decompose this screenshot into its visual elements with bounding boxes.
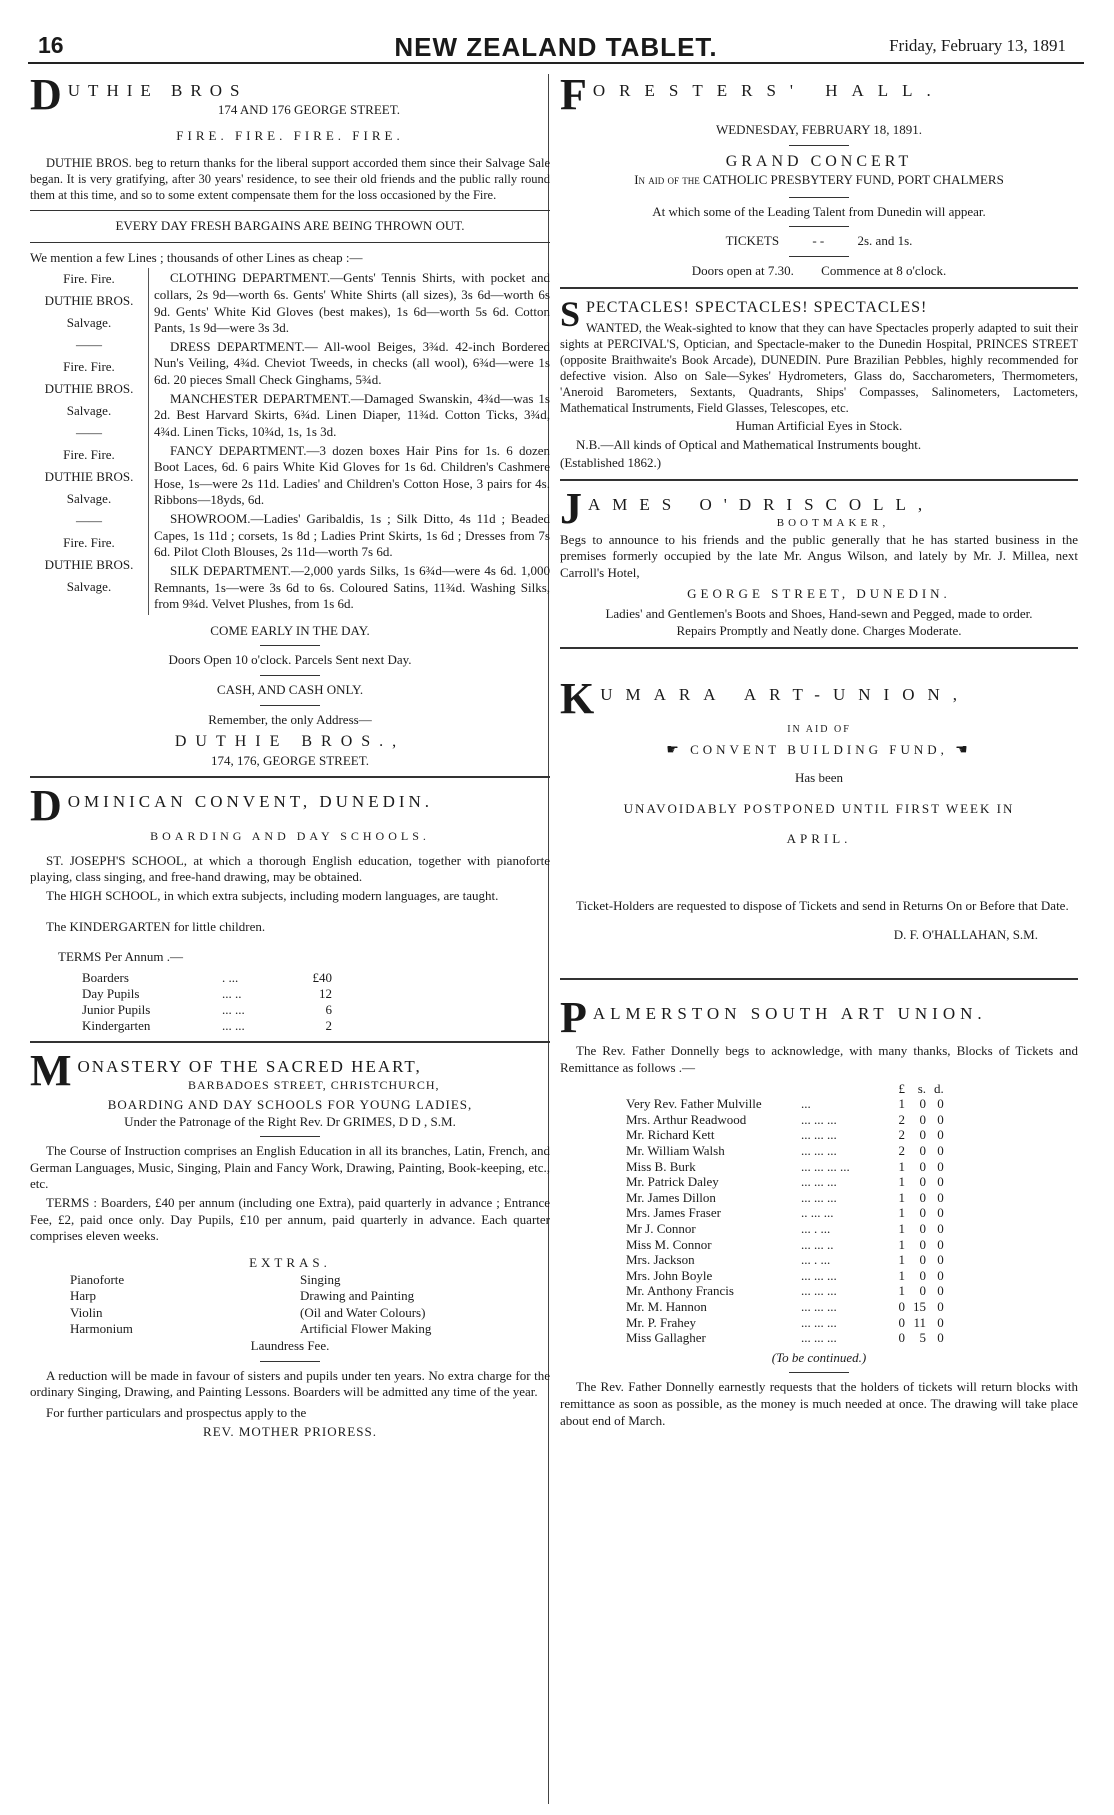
- ad-street: BARBADOES STREET, CHRISTCHURCH,: [188, 1077, 440, 1092]
- side-slogan: ——: [76, 513, 102, 529]
- laundress-fee: Laundress Fee.: [250, 1338, 330, 1354]
- dropcap: S: [560, 293, 581, 334]
- course-paragraph: The Course of Instruction comprises an English Education in all its branches, Latin, French, and German Languages, Music, Singing, Plain and Fancy Work, Drawing, Painting, Book-keeping, etc., etc.: [30, 1143, 550, 1192]
- postponed-line: UNAVOIDABLY POSTPONED UNTIL FIRST WEEK IN: [623, 800, 1015, 816]
- shillings: 0: [919, 1158, 926, 1174]
- school-paragraph: ST. JOSEPH'S SCHOOL, at which a thorough English education, together with pianoforte playing, class singing, and free-hand drawing, may be obtained.: [30, 852, 550, 885]
- donor-name: Miss Gallagher: [626, 1330, 706, 1346]
- ad-subtitle: BOARDING AND DAY SCHOOLS.: [150, 829, 430, 844]
- donor-name: Mrs. Jackson: [626, 1252, 695, 1268]
- table-row: [618, 1174, 948, 1190]
- term-dots: ... ...: [222, 1017, 245, 1033]
- donor-name: Mr J. Connor: [626, 1221, 696, 1236]
- dots: ... ... ...: [801, 1298, 837, 1314]
- table-row: [618, 1112, 948, 1128]
- table-row: [72, 1002, 342, 1018]
- donor-name: Mr. M. Hannon: [626, 1298, 707, 1314]
- term-label: Day Pupils: [82, 985, 140, 1001]
- shillings: 0: [919, 1267, 926, 1283]
- column-header: d.: [934, 1080, 944, 1096]
- page-number: 16: [38, 32, 64, 58]
- pence: 0: [937, 1283, 944, 1299]
- pointing-hand-icon: ☚: [955, 743, 972, 759]
- table-row: [618, 1252, 948, 1268]
- cash-line: CASH, AND CASH ONLY.: [216, 682, 364, 697]
- dropcap: D: [30, 70, 62, 119]
- shillings: 0: [919, 1221, 926, 1236]
- terms-paragraph: TERMS : Boarders, £40 per annum (including one Extra), paid quarterly in advance ; Entrance Fee, £2, paid once only. Day Pupils, £10 per annum, paid quarterly in advance. Each quarter comprises eleven weeks.: [30, 1195, 550, 1244]
- dots: ... ... ...: [801, 1143, 837, 1159]
- shillings: 0: [919, 1283, 926, 1299]
- table-row: [618, 1221, 948, 1237]
- nb-line: N.B.—All kinds of Optical and Mathematical Instruments bought.: [576, 436, 922, 452]
- department-entry: FANCY DEPARTMENT.—3 dozen boxes Hair Pins for 1s. 6 dozen Boot Laces, 6d. 6 pairs White Kid Gloves for 1s 6d. Children's Cashmere Hose, 1s—were 2s 11d. Ladies' and Children's Cotton Hose, 3 pairs for 4s. Ribbons—18yds, 6d.: [154, 442, 550, 508]
- term-label: Kindergarten: [82, 1017, 151, 1033]
- donor-name: Mr. P. Frahey: [626, 1314, 697, 1330]
- term-dots: ... ..: [222, 985, 242, 1001]
- street-line: GEORGE STREET, DUNEDIN.: [687, 585, 951, 601]
- side-slogan: ——: [76, 425, 102, 441]
- dominican-convent-ad: [30, 781, 550, 1033]
- shillings: 0: [919, 1236, 926, 1252]
- artificial-eyes: Human Artificial Eyes in Stock.: [735, 418, 903, 434]
- term-value: 6: [325, 1001, 332, 1017]
- dots: ... ... ...: [801, 1314, 837, 1330]
- pence: 0: [937, 1267, 944, 1283]
- table-row: [618, 1315, 948, 1331]
- dropcap: D: [30, 781, 62, 831]
- department-entry: SILK DEPARTMENT.—2,000 yards Silks, 1s 6¾d—were 4s 6d. 1,000 Remnants, 1s—were 3s 6d to 6s. Coloured Satins, 11¾d. Washing Silks, from 9¾d. Velvet Plushes, from 1s 6d.: [154, 562, 550, 612]
- pence: 0: [937, 1236, 944, 1252]
- duthie-bros-ad: [30, 70, 550, 769]
- pence: 0: [937, 1221, 944, 1236]
- school-paragraph: The KINDERGARTEN for little children.: [46, 918, 266, 934]
- tickets-line: [560, 233, 1078, 250]
- shillings: 0: [919, 1143, 926, 1159]
- department-list: [148, 268, 550, 615]
- column-header: s.: [917, 1080, 926, 1096]
- ad-headline: AMES O'DRISCOLL,: [588, 494, 935, 514]
- ad-patronage: Under the Patronage of the Right Rev. Dr GRIMES, D D , S.M.: [124, 1113, 456, 1129]
- in-aid-line: IN AID OF: [787, 723, 851, 735]
- fire-line: FIRE. FIRE. FIRE. FIRE.: [176, 128, 404, 144]
- extras-title: EXTRAS.: [249, 1254, 331, 1270]
- dots: ... ... ..: [801, 1236, 834, 1252]
- ad-signature: D. F. O'HALLAHAN, S.M.: [893, 926, 1038, 942]
- departments-block: [30, 268, 550, 615]
- dots: ...: [801, 1096, 811, 1112]
- dropcap: K: [560, 673, 595, 723]
- side-slogan: DUTHIE BROS.: [44, 469, 134, 485]
- table-row: [618, 1159, 948, 1175]
- pence: 0: [937, 1298, 944, 1314]
- dots: ... ... ...: [801, 1189, 837, 1205]
- shillings: 0: [919, 1096, 926, 1112]
- ad-signature: DUTHIE BROS.,: [174, 733, 406, 751]
- pounds: 2: [898, 1127, 905, 1143]
- tickets-dash: - -: [812, 233, 825, 249]
- terms-table: [72, 970, 342, 1034]
- donor-name: Miss B. Burk: [626, 1158, 696, 1174]
- donor-name: Mr. William Walsh: [626, 1143, 725, 1159]
- side-slogan: DUTHIE BROS.: [44, 557, 134, 573]
- pounds: 1: [898, 1267, 905, 1283]
- side-slogan: Salvage.: [66, 403, 112, 419]
- term-value: 2: [325, 1017, 332, 1033]
- concert-date: WEDNESDAY, FEBRUARY 18, 1891.: [715, 122, 923, 137]
- dots: ... ... ...: [801, 1111, 837, 1127]
- pounds: 1: [898, 1252, 905, 1268]
- pence: 0: [937, 1111, 944, 1127]
- extra-item: Singing: [300, 1271, 341, 1287]
- ad-headline: UTHIE BROS: [67, 81, 248, 100]
- right-column: [560, 70, 1078, 1435]
- dots: .. ... ...: [801, 1205, 834, 1221]
- pounds: 1: [898, 1205, 905, 1221]
- side-slogan: ——: [76, 337, 102, 353]
- ad-headline: ONASTERY OF THE SACRED HEART,: [77, 1056, 422, 1076]
- dots: ... ... ...: [801, 1174, 837, 1190]
- table-row: [72, 970, 342, 986]
- pounds: 1: [898, 1158, 905, 1174]
- grand-concert: GRAND CONCERT: [725, 152, 913, 170]
- concert-aid: In aid of the CATHOLIC PRESBYTERY FUND, PORT CHALMERS: [634, 172, 1004, 188]
- pence: 0: [937, 1330, 944, 1346]
- donor-name: Mr. Patrick Daley: [626, 1174, 719, 1190]
- term-label: Boarders: [82, 969, 129, 985]
- ad-schools: BOARDING AND DAY SCHOOLS FOR YOUNG LADIES,: [107, 1096, 473, 1112]
- term-value: £40: [312, 969, 332, 985]
- ad-headline: UMARA ART-UNION,: [600, 684, 970, 704]
- issue-date: Friday, February 13, 1891: [889, 36, 1066, 55]
- come-early-line: COME EARLY IN THE DAY.: [210, 622, 370, 638]
- extra-item: Harp: [70, 1288, 96, 1304]
- reduction-paragraph: A reduction will be made in favour of sisters and pupils under ten years. No extra charge for the ordinary Singing, Drawing, and Painting Lessons. Boarders will be admitted any time of the year.: [30, 1367, 550, 1400]
- department-entry: CLOTHING DEPARTMENT.—Gents' Tennis Shirts, with pocket and collars, 2s 9d—worth 6s. Gents' White Shirts (all sizes), 3s 6d—worth 6s 9d. Gents' White Kid Gloves (best makes), 1s 6d—worth 5s 6d. Cotton Pants, 1s 9d—were 3s 3d.: [154, 270, 550, 336]
- newspaper-title: NEW ZEALAND TABLET.: [394, 32, 718, 62]
- trade-line: BOOTMAKER,: [776, 516, 890, 529]
- holders-paragraph: Ticket-Holders are requested to dispose of Tickets and send in Returns On or Before that Date.: [576, 898, 1069, 914]
- shillings: 11: [913, 1314, 926, 1330]
- foresters-hall-ad: [560, 70, 1078, 280]
- dots: ... ... ...: [801, 1127, 837, 1143]
- donor-name: Mr. James Dillon: [626, 1189, 716, 1205]
- left-column: [30, 70, 550, 1446]
- extra-item: Harmonium: [70, 1321, 133, 1337]
- established-line: (Established 1862.): [560, 455, 662, 471]
- mention-line: We mention a few Lines ; thousands of other Lines as cheap :—: [30, 249, 363, 265]
- commence-time: Commence at 8 o'clock.: [821, 262, 947, 278]
- donor-name: Mr. Richard Kett: [626, 1127, 715, 1143]
- pounds: 0: [898, 1314, 905, 1330]
- boots-line: Ladies' and Gentlemen's Boots and Shoes, Hand-sewn and Pegged, made to order.: [605, 606, 1033, 622]
- tickets-label: TICKETS: [725, 233, 780, 249]
- table-row: [618, 1143, 948, 1159]
- pounds: 1: [898, 1189, 905, 1205]
- remember-line: Remember, the only Address—: [208, 711, 372, 727]
- shillings: 0: [919, 1127, 926, 1143]
- pence: 0: [937, 1189, 944, 1205]
- odriscoll-ad: [560, 483, 1078, 640]
- spectacles-ad: [560, 293, 1078, 472]
- donor-name: Miss M. Connor: [626, 1236, 712, 1252]
- signature-address: 174, 176, GEORGE STREET.: [211, 752, 369, 768]
- shillings: 0: [919, 1189, 926, 1205]
- shillings: 0: [919, 1174, 926, 1190]
- term-label: Junior Pupils: [82, 1001, 151, 1017]
- acknowledge-paragraph: The Rev. Father Donnelly begs to acknowledge, with many thanks, Blocks of Tickets and Remittance as follows .—: [560, 1043, 1078, 1076]
- pounds: 2: [898, 1143, 905, 1159]
- pounds: 1: [898, 1174, 905, 1190]
- extra-item: Violin: [70, 1304, 103, 1320]
- table-row: [618, 1190, 948, 1206]
- doors-line: [560, 263, 1078, 280]
- doors-line: Doors Open 10 o'clock. Parcels Sent next Day.: [168, 652, 412, 668]
- continued-note: (To be continued.): [771, 1349, 867, 1365]
- table-row: [618, 1237, 948, 1253]
- shillings: 0: [919, 1205, 926, 1221]
- april-line: APRIL.: [786, 831, 852, 847]
- side-slogans: [30, 268, 148, 615]
- donor-name: Mrs. John Boyle: [626, 1267, 713, 1283]
- department-entry: DRESS DEPARTMENT.— All-wool Beiges, 3¾d. 42-inch Bordered Nun's Veiling, 4¾d. Cheviot Tweeds, in checks (all wool), 6¾d—were 1s 6d. 20 pieces Small Check Ginghams, 5¾d.: [154, 338, 550, 387]
- donor-name: Very Rev. Father Mulville: [626, 1096, 762, 1112]
- ad-headline: ORESTERS' HALL.: [592, 81, 945, 100]
- pence: 0: [937, 1314, 944, 1330]
- extra-item: Pianoforte: [70, 1271, 125, 1287]
- spectacles-body: WANTED, the Weak-sighted to know that they can have Spectacles properly adapted to suit their sights at PERCIVAL'S, Optician, and Spectacle-maker to the Dunedin Hospital, PRINCES STREET (opposite Braithwaite's Book Arcade), DUNEDIN. Pure Brazilian Pebbles, highly recommended for defective vision. Also on Sale—Sykes' Hydrometers, Glass do, Saccharometers, Thermometers, 'Aneroid Barometers, Sextants, Quadrants, Ships' Compasses, Salinometers, Lactometers, Mathematical Instruments, Field Glasses, Telescopes, etc.: [560, 321, 1078, 416]
- pence: 0: [937, 1205, 944, 1221]
- table-row: [72, 1018, 342, 1034]
- extra-item: Artificial Flower Making: [300, 1321, 432, 1337]
- shillings: 0: [919, 1111, 926, 1127]
- term-value: 12: [319, 985, 332, 1001]
- dropcap: M: [30, 1045, 72, 1095]
- kumara-art-union-ad: [560, 673, 1078, 944]
- table-header-row: [618, 1081, 948, 1097]
- pounds: 1: [898, 1221, 905, 1236]
- fund-line: [560, 742, 1078, 760]
- pence: 0: [937, 1127, 944, 1143]
- pounds: 0: [898, 1330, 905, 1346]
- dropcap: F: [560, 70, 587, 119]
- apply-line: For further particulars and prospectus apply to the: [46, 1404, 307, 1420]
- dots: ... ... ... ...: [801, 1158, 850, 1174]
- table-row: [72, 986, 342, 1002]
- shillings: 0: [919, 1252, 926, 1268]
- shillings: 15: [913, 1298, 926, 1314]
- dots: ... . ...: [801, 1252, 831, 1268]
- pence: 0: [937, 1174, 944, 1190]
- tickets-price: 2s. and 1s.: [857, 233, 913, 249]
- ad-signature: REV. MOTHER PRIORESS.: [203, 1423, 377, 1439]
- column-header: £: [898, 1080, 905, 1096]
- terms-label: TERMS Per Annum .—: [58, 949, 183, 965]
- pounds: 1: [898, 1283, 905, 1299]
- donor-name: Mr. Anthony Francis: [626, 1283, 734, 1299]
- pounds: 1: [898, 1236, 905, 1252]
- ad-headline: PECTACLES! SPECTACLES! SPECTACLES!: [586, 298, 928, 316]
- subscriptions-table: [618, 1081, 948, 1346]
- ad-headline: ALMERSTON SOUTH ART UNION.: [592, 1004, 987, 1024]
- extras-list: [70, 1272, 550, 1339]
- palmerston-art-union-ad: [560, 993, 1078, 1429]
- pounds: 0: [898, 1298, 905, 1314]
- table-row: [618, 1127, 948, 1143]
- fund-text: CONVENT BUILDING FUND,: [690, 742, 948, 758]
- pounds: 2: [898, 1111, 905, 1127]
- table-row: [618, 1096, 948, 1112]
- ad-address: 174 AND 176 GEORGE STREET.: [217, 101, 400, 117]
- side-slogan: Salvage.: [66, 579, 112, 595]
- side-slogan: Fire. Fire.: [63, 535, 115, 551]
- dots: ... . ...: [801, 1221, 831, 1236]
- side-slogan: Fire. Fire.: [63, 359, 115, 375]
- masthead: [28, 24, 1084, 64]
- pence: 0: [937, 1158, 944, 1174]
- dots: ... ... ...: [801, 1330, 837, 1346]
- dropcap: J: [560, 483, 582, 533]
- side-slogan: Fire. Fire.: [63, 271, 115, 287]
- pence: 0: [937, 1096, 944, 1112]
- side-slogan: Fire. Fire.: [63, 447, 115, 463]
- donor-name: Mrs. Arthur Readwood: [626, 1111, 747, 1127]
- side-slogan: DUTHIE BROS.: [44, 293, 134, 309]
- donor-name: Mrs. James Fraser: [626, 1205, 721, 1221]
- school-paragraph: The HIGH SCHOOL, in which extra subjects, including modern languages, are taught.: [46, 887, 499, 903]
- extra-item: Drawing and Painting: [300, 1288, 415, 1304]
- term-dots: ... ...: [222, 1001, 245, 1017]
- repairs-line: Repairs Promptly and Neatly done. Charges Moderate.: [676, 622, 962, 638]
- term-dots: . ...: [222, 969, 239, 985]
- ad-headline: OMINICAN CONVENT, DUNEDIN.: [67, 792, 434, 812]
- shillings: 5: [919, 1330, 926, 1346]
- has-been-line: Has been: [794, 770, 843, 786]
- dropcap: P: [560, 993, 587, 1043]
- table-row: [618, 1299, 948, 1315]
- table-row: [618, 1205, 948, 1221]
- monastery-ad: [30, 1045, 550, 1440]
- table-row: [618, 1268, 948, 1284]
- side-slogan: DUTHIE BROS.: [44, 381, 134, 397]
- dots: ... ... ...: [801, 1283, 837, 1299]
- talent-line: At which some of the Leading Talent from Dunedin will appear.: [652, 203, 986, 219]
- side-slogan: Salvage.: [66, 315, 112, 331]
- department-entry: MANCHESTER DEPARTMENT.—Damaged Swanskin, 4¾d—was 1s 2d. Best Harvard Skirts, 6¾d. Linen Diaper, 11¾d. Cotton Ticks, 3¾d, 4¾d. Linen Ticks, 10¾d, 1s, 1s 3d.: [154, 390, 550, 439]
- table-row: [618, 1330, 948, 1346]
- dots: ... ... ...: [801, 1267, 837, 1283]
- pounds: 1: [898, 1096, 905, 1112]
- closing-paragraph: The Rev. Father Donnelly earnestly requests that the holders of tickets will return blocks with remittance as soon as possible, as the money is much needed at once. The drawing will take place about end of March.: [560, 1379, 1078, 1428]
- side-slogan: Salvage.: [66, 491, 112, 507]
- intro-paragraph: DUTHIE BROS. beg to return thanks for the liberal support accorded them since their Salvage Sale began. It is very gratifying, after 30 years' residence, to see their old friends and the public rally round them at this time, and so to some extent compensate them for the loss occasioned by the Fire.: [30, 156, 550, 202]
- pointing-hand-icon: ☛: [666, 743, 683, 759]
- pence: 0: [937, 1252, 944, 1268]
- department-entry: SHOWROOM.—Ladies' Garibaldis, 1s ; Silk Ditto, 4s 11d ; Beaded Capes, 1s 11d ; corsets, 1s 8d ; Ladies Print Skirts, 1s 6d ; Dresses from 7s 6d. Pilot Cloth Blouses, 2s 11d—worth 7s 6d.: [154, 511, 550, 560]
- extra-item: (Oil and Water Colours): [300, 1304, 426, 1320]
- odriscoll-body: Begs to announce to his friends and the public generally that he has started business in the premises formerly occupied by the late Mr. Angus Wilson, and lately by Mr. J. Millea, next Carroll's Hotel,: [560, 531, 1078, 581]
- pence: 0: [937, 1143, 944, 1159]
- doors-open: Doors open at 7.30.: [691, 262, 794, 278]
- bargains-line: EVERY DAY FRESH BARGAINS ARE BEING THROWN OUT.: [115, 218, 465, 233]
- table-row: [618, 1283, 948, 1299]
